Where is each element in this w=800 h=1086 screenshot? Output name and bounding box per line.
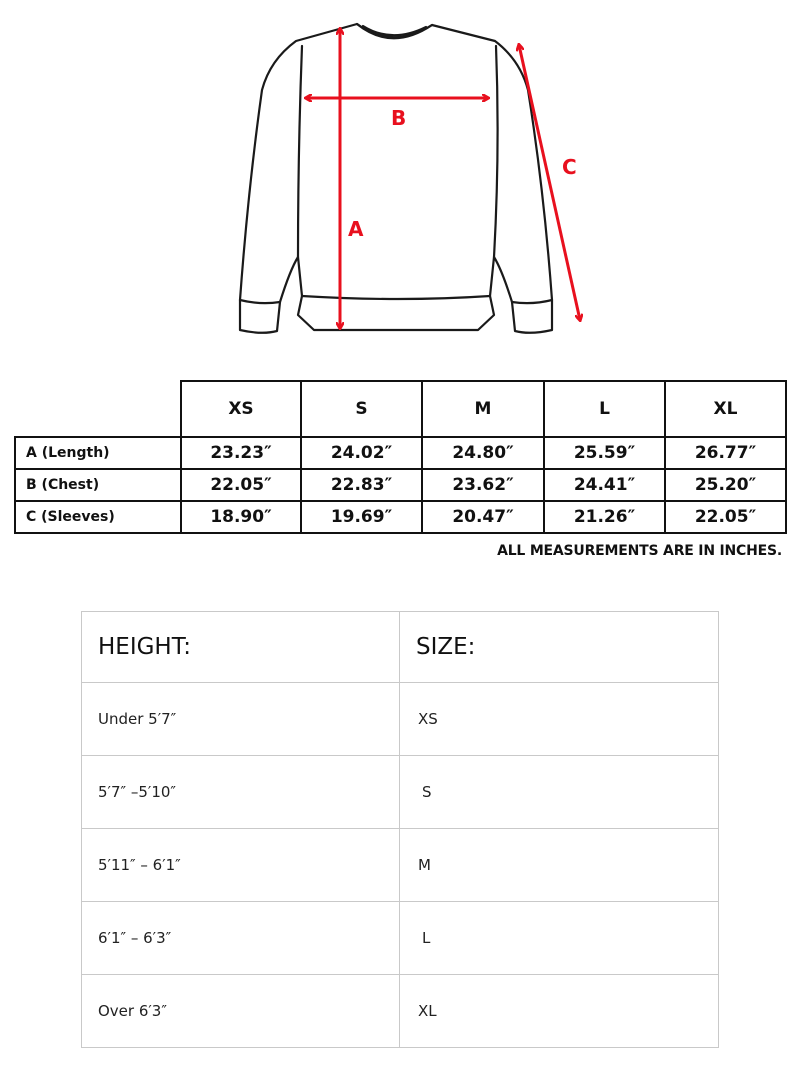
row-label-sleeves: C (Sleeves) bbox=[15, 501, 181, 533]
size-cell: XS bbox=[400, 683, 719, 756]
table-row bbox=[82, 829, 719, 902]
size-cell: M bbox=[400, 829, 719, 902]
size-header-l: L bbox=[544, 381, 665, 437]
label-c: C bbox=[562, 155, 577, 179]
size-header-s: S bbox=[301, 381, 422, 437]
size-header-xl: XL bbox=[665, 381, 786, 437]
table-cell: 23.23″ bbox=[181, 437, 301, 469]
table-cell: 25.59″ bbox=[544, 437, 665, 469]
label-a: A bbox=[348, 217, 364, 241]
table-row bbox=[82, 756, 719, 829]
table-cell: 19.69″ bbox=[301, 501, 422, 533]
table-row bbox=[82, 902, 719, 975]
height-cell: Over 6′3″ bbox=[82, 975, 400, 1048]
table-cell: 22.83″ bbox=[301, 469, 422, 501]
table-cell: 21.26″ bbox=[544, 501, 665, 533]
table-cell: 18.90″ bbox=[181, 501, 301, 533]
corner-cell bbox=[15, 381, 181, 437]
sweatshirt-diagram bbox=[0, 0, 800, 345]
table-cell: 24.41″ bbox=[544, 469, 665, 501]
table-cell: 26.77″ bbox=[665, 437, 786, 469]
table-row bbox=[82, 975, 719, 1048]
measurement-header-row bbox=[15, 381, 786, 437]
table-row bbox=[15, 469, 786, 501]
row-label-chest: B (Chest) bbox=[15, 469, 181, 501]
measurement-table bbox=[14, 380, 787, 534]
sweatshirt-outline bbox=[240, 24, 552, 333]
measurement-arrows bbox=[306, 29, 580, 328]
size-column-header: SIZE: bbox=[400, 612, 719, 683]
size-cell: XL bbox=[400, 975, 719, 1048]
height-cell: 5′11″ – 6′1″ bbox=[82, 829, 400, 902]
row-label-length: A (Length) bbox=[15, 437, 181, 469]
table-cell: 24.80″ bbox=[422, 437, 544, 469]
size-header-xs: XS bbox=[181, 381, 301, 437]
height-header-row bbox=[82, 612, 719, 683]
table-cell: 23.62″ bbox=[422, 469, 544, 501]
table-row bbox=[15, 437, 786, 469]
table-cell: 24.02″ bbox=[301, 437, 422, 469]
height-column-header: HEIGHT: bbox=[82, 612, 400, 683]
table-row bbox=[82, 683, 719, 756]
table-cell: 25.20″ bbox=[665, 469, 786, 501]
units-note: ALL MEASUREMENTS ARE IN INCHES. bbox=[497, 543, 782, 559]
table-row bbox=[15, 501, 786, 533]
height-cell: 5′7″ –5′10″ bbox=[82, 756, 400, 829]
table-cell: 20.47″ bbox=[422, 501, 544, 533]
height-cell: 6′1″ – 6′3″ bbox=[82, 902, 400, 975]
height-cell: Under 5′7″ bbox=[82, 683, 400, 756]
size-cell: L bbox=[400, 902, 719, 975]
size-cell: S bbox=[400, 756, 719, 829]
size-header-m: M bbox=[422, 381, 544, 437]
height-size-table bbox=[81, 611, 719, 1048]
table-cell: 22.05″ bbox=[665, 501, 786, 533]
label-b: B bbox=[391, 106, 407, 130]
table-cell: 22.05″ bbox=[181, 469, 301, 501]
